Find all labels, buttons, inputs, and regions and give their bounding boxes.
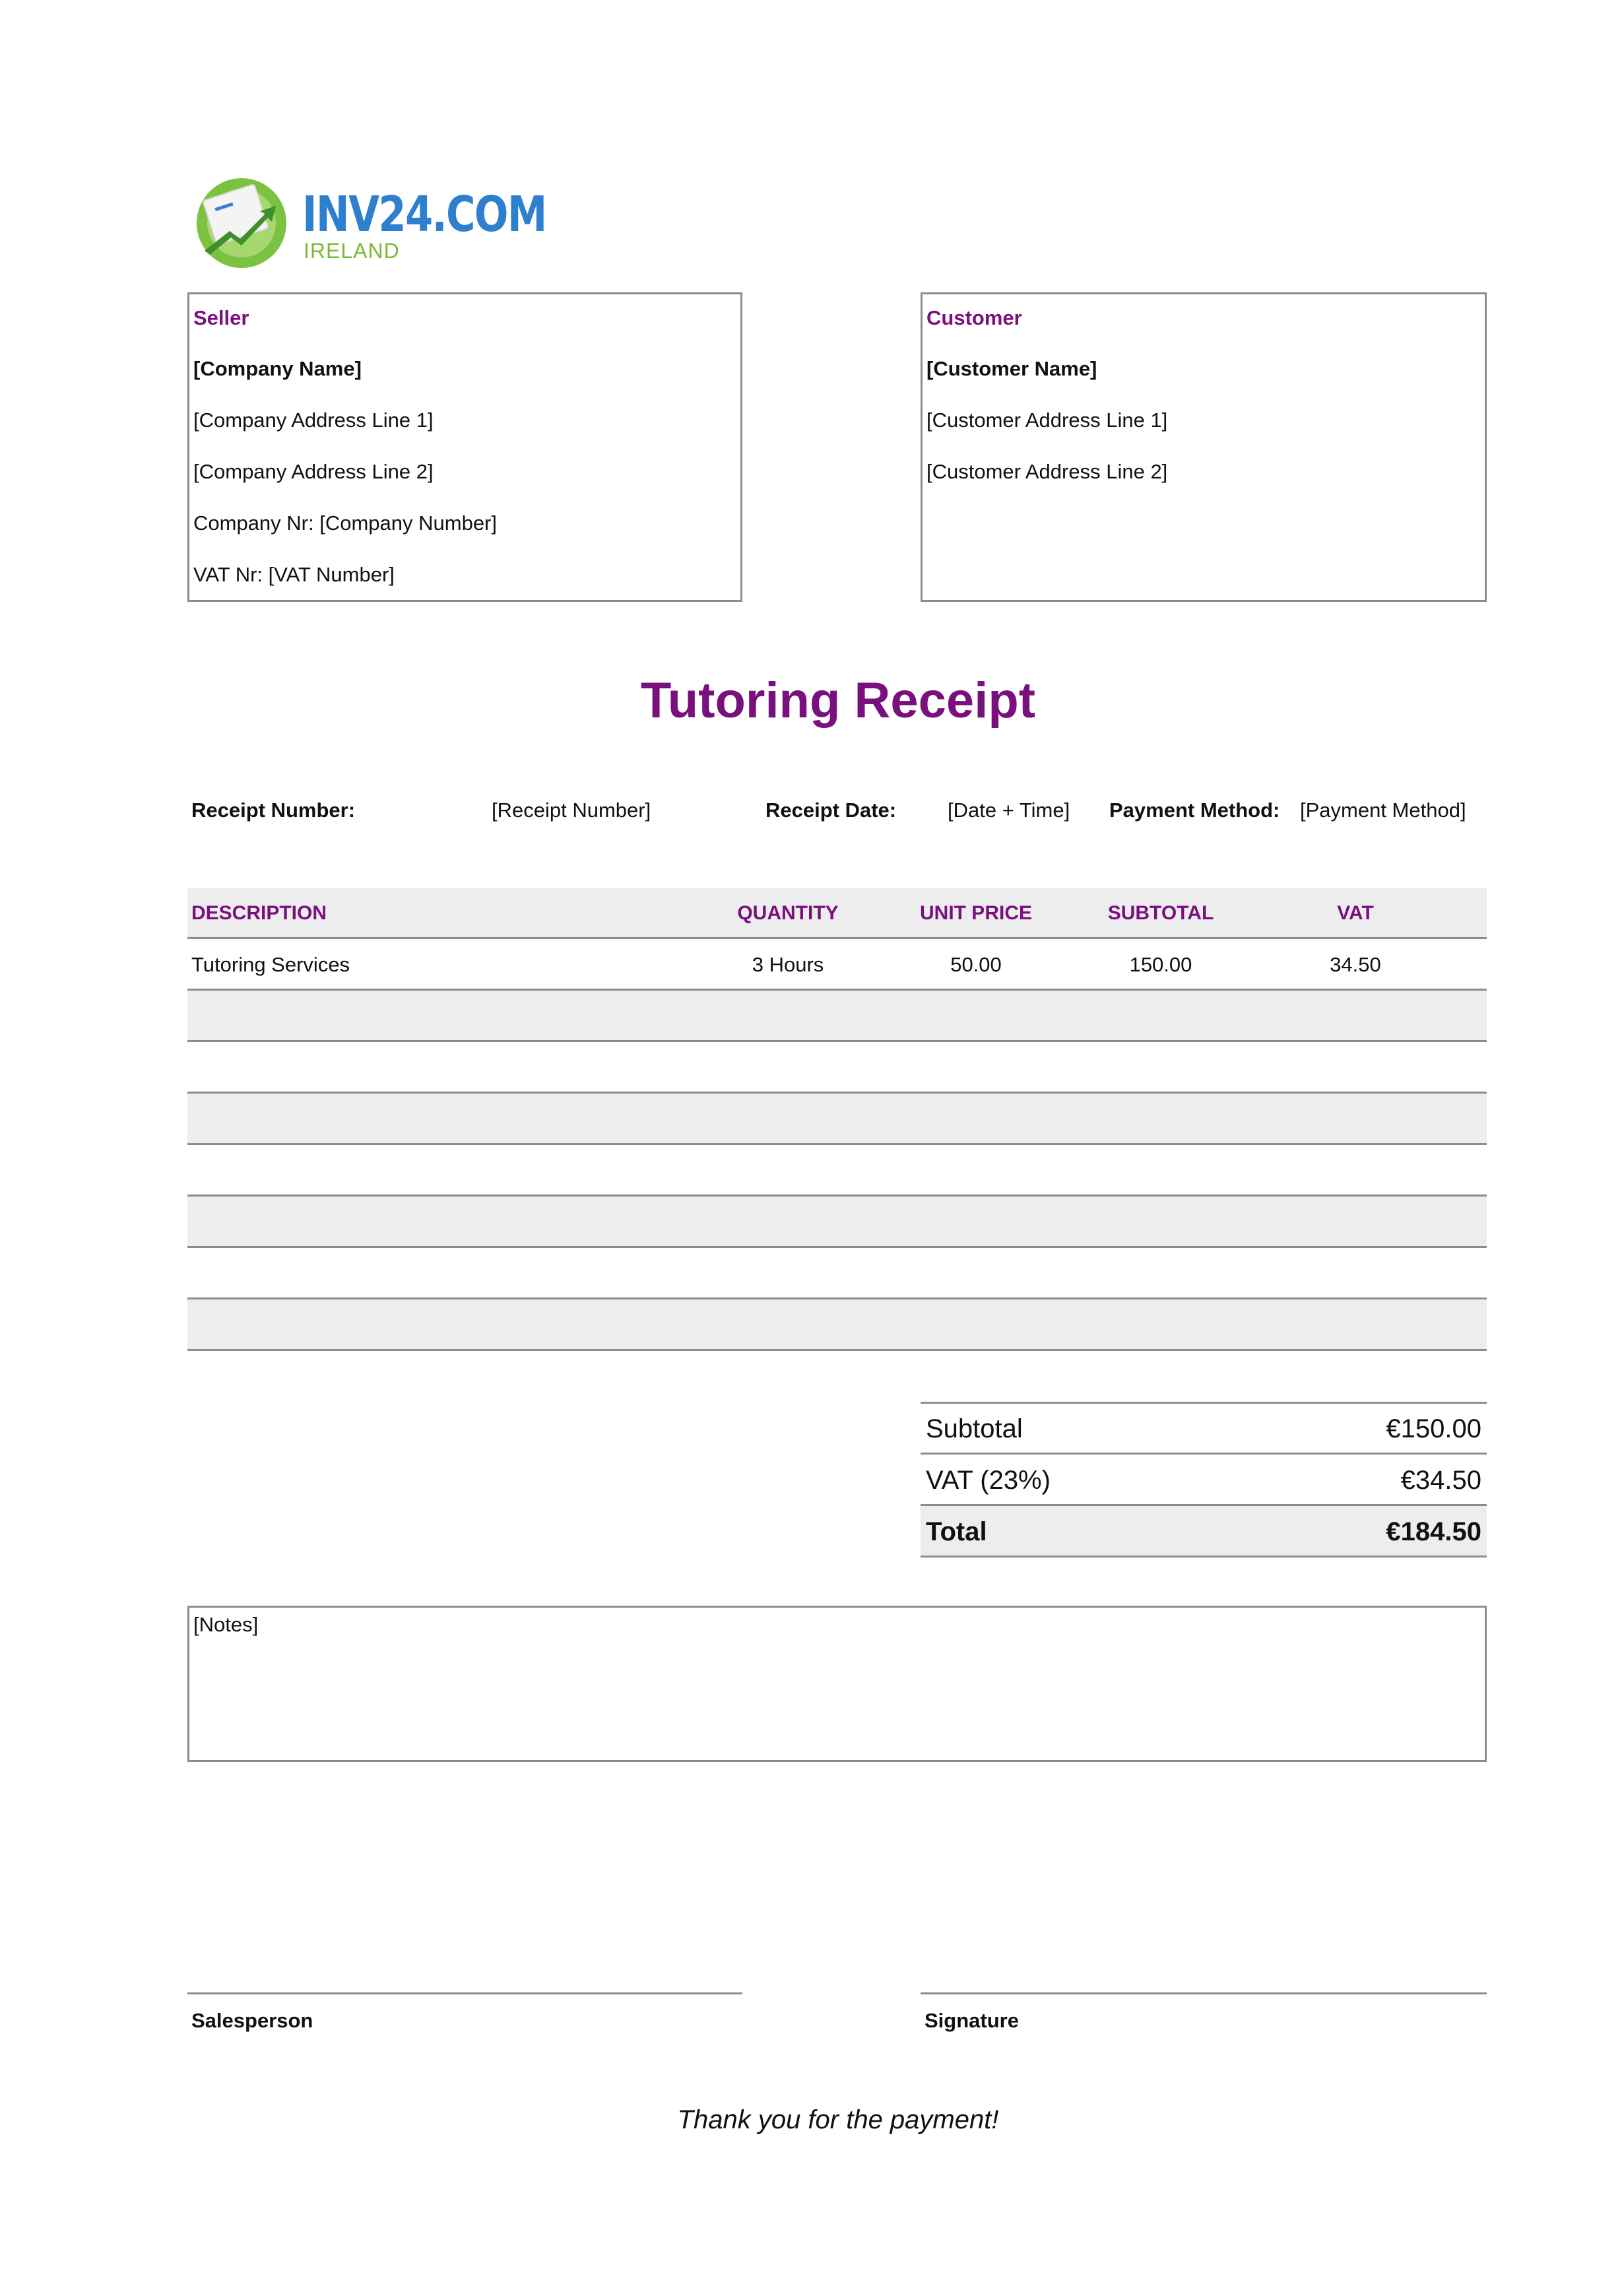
customer-box bbox=[921, 292, 1487, 602]
logo-icon bbox=[191, 173, 304, 272]
table-row bbox=[187, 939, 1487, 991]
logo-wordmark: INV24.COM bbox=[302, 186, 546, 243]
subtotal-value: €150.00 bbox=[1386, 1414, 1481, 1443]
table-row-empty bbox=[187, 1094, 1487, 1145]
header-quantity: QUANTITY bbox=[737, 902, 839, 924]
header-unit-price: UNIT PRICE bbox=[919, 902, 1032, 924]
receipt-date-label: Receipt Date: bbox=[765, 799, 897, 822]
subtotal-label: Subtotal bbox=[926, 1414, 1023, 1443]
table-row-empty bbox=[187, 1248, 1487, 1299]
seller-vat-number: VAT Nr: [VAT Number] bbox=[193, 563, 395, 586]
table-row-empty bbox=[187, 1197, 1487, 1248]
customer-name: [Customer Name] bbox=[926, 357, 1097, 380]
header-vat: VAT bbox=[1337, 902, 1374, 924]
salesperson-line bbox=[187, 1992, 742, 1994]
payment-method-value: [Payment Method] bbox=[1300, 799, 1466, 822]
item-description: Tutoring Services bbox=[191, 953, 350, 976]
notes-box bbox=[187, 1606, 1487, 1762]
total-label: Total bbox=[926, 1517, 987, 1546]
seller-company-number: Company Nr: [Company Number] bbox=[193, 511, 497, 535]
payment-method-label: Payment Method: bbox=[1109, 799, 1280, 822]
receipt-number-label: Receipt Number: bbox=[191, 799, 356, 822]
receipt-date-value: [Date + Time] bbox=[948, 799, 1070, 822]
seller-heading: Seller bbox=[193, 306, 249, 329]
signature-line bbox=[921, 1992, 1487, 1994]
item-unit-price: 50.00 bbox=[950, 953, 1002, 976]
logo-subtitle: IRELAND bbox=[304, 239, 400, 263]
seller-address-line-2: [Company Address Line 2] bbox=[193, 460, 434, 483]
vat-label: VAT (23%) bbox=[926, 1466, 1051, 1495]
subtotal-row bbox=[921, 1403, 1487, 1455]
seller-company-name: [Company Name] bbox=[193, 357, 362, 380]
thank-you-message: Thank you for the payment! bbox=[677, 2105, 999, 2134]
salesperson-label: Salesperson bbox=[191, 2009, 313, 2032]
customer-address-line-1: [Customer Address Line 1] bbox=[926, 409, 1168, 432]
company-logo bbox=[191, 173, 304, 272]
item-subtotal: 150.00 bbox=[1129, 953, 1192, 976]
total-value: €184.50 bbox=[1386, 1517, 1481, 1546]
header-description: DESCRIPTION bbox=[191, 902, 327, 924]
document-title: Tutoring Receipt bbox=[640, 672, 1036, 729]
table-row-empty bbox=[187, 1042, 1487, 1094]
total-row bbox=[921, 1506, 1487, 1558]
item-quantity: 3 Hours bbox=[752, 953, 824, 976]
receipt-number-value: [Receipt Number] bbox=[492, 799, 651, 822]
table-header-row bbox=[187, 888, 1487, 939]
seller-address-line-1: [Company Address Line 1] bbox=[193, 409, 434, 432]
vat-value: €34.50 bbox=[1400, 1466, 1481, 1495]
table-row-empty bbox=[187, 991, 1487, 1042]
item-vat: 34.50 bbox=[1330, 953, 1381, 976]
customer-address-line-2: [Customer Address Line 2] bbox=[926, 460, 1168, 483]
header-subtotal: SUBTOTAL bbox=[1107, 902, 1214, 924]
customer-heading: Customer bbox=[926, 306, 1022, 329]
notes-text: [Notes] bbox=[193, 1613, 259, 1636]
vat-row bbox=[921, 1455, 1487, 1506]
signature-label: Signature bbox=[925, 2009, 1019, 2032]
table-row-empty bbox=[187, 1145, 1487, 1197]
seller-box bbox=[187, 292, 742, 602]
table-row-empty bbox=[187, 1299, 1487, 1351]
